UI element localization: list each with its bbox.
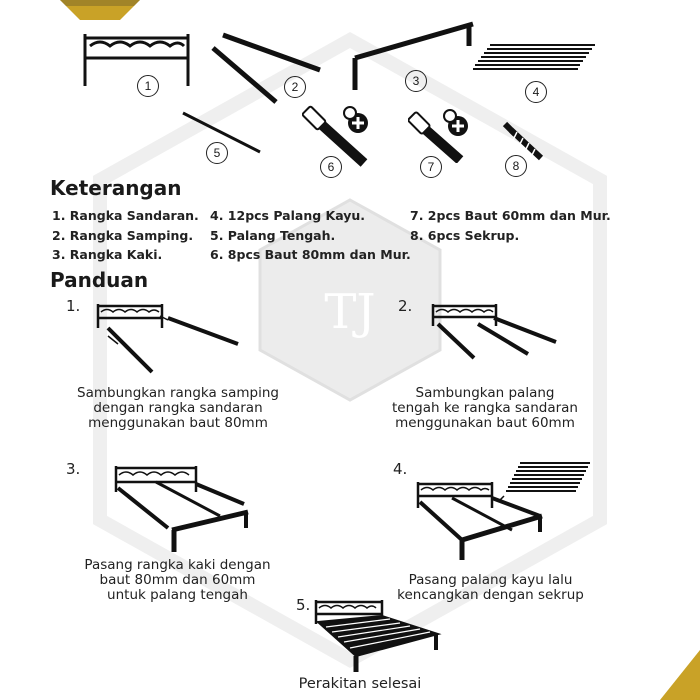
step-4-illustration <box>412 458 602 563</box>
part-number-1: 1 <box>137 75 159 97</box>
part-number-7: 7 <box>420 156 442 178</box>
part-number-4: 4 <box>525 81 547 103</box>
step-1-illustration <box>90 296 255 376</box>
step-2-illustration <box>428 296 568 366</box>
part-number-3: 3 <box>405 70 427 92</box>
part-number-2: 2 <box>284 76 306 98</box>
corner-accent-top-left <box>60 0 140 22</box>
step-5-caption: Perakitan selesai <box>298 676 422 692</box>
part-wood-slats-illustration <box>470 40 600 85</box>
step-5-number: 5. <box>296 596 311 614</box>
step-4-number: 4. <box>393 460 408 478</box>
step-4-caption: Pasang palang kayu lalu kencangkan dengan sekrup <box>397 572 584 603</box>
step-3-number: 3. <box>66 460 81 478</box>
step-3-caption: Pasang rangka kaki dengan baut 80mm dan 60mm untuk palang tengah <box>84 557 271 603</box>
legend-item-4: 4. 12pcs Palang Kayu. <box>210 208 366 223</box>
step-3-illustration <box>110 460 270 555</box>
corner-accent-bottom-right <box>660 650 700 700</box>
part-number-6: 6 <box>320 156 342 178</box>
legend-item-5: 5. Palang Tengah. <box>210 228 336 243</box>
step-5-illustration <box>310 594 445 674</box>
legend-item-1: 1. Rangka Sandaran. <box>52 208 199 223</box>
legend-item-6: 6. 8pcs Baut 80mm dan Mur. <box>210 247 411 262</box>
part-side-rails-illustration <box>208 30 328 105</box>
step-2-caption: Sambungkan palang tengah ke rangka sandaran menggunakan baut 60mm <box>392 385 578 431</box>
step-1-number: 1. <box>66 297 81 315</box>
keterangan-title: Keterangan <box>50 176 182 200</box>
legend-item-2: 2. Rangka Samping. <box>52 228 194 243</box>
step-1-caption: Sambungkan rangka samping dengan rangka sandaran menggunakan baut 80mm <box>77 385 279 431</box>
panduan-title: Panduan <box>50 268 149 292</box>
part-number-5: 5 <box>206 142 228 164</box>
watermark-letters: TJ <box>324 284 376 340</box>
legend-item-3: 3. Rangka Kaki. <box>52 247 163 262</box>
legend-item-7: 7. 2pcs Baut 60mm dan Mur. <box>410 208 611 223</box>
legend-item-8: 8. 6pcs Sekrup. <box>410 228 520 243</box>
step-2-number: 2. <box>398 297 413 315</box>
bolt-60mm-icon <box>408 108 473 163</box>
part-number-8: 8 <box>505 155 527 177</box>
